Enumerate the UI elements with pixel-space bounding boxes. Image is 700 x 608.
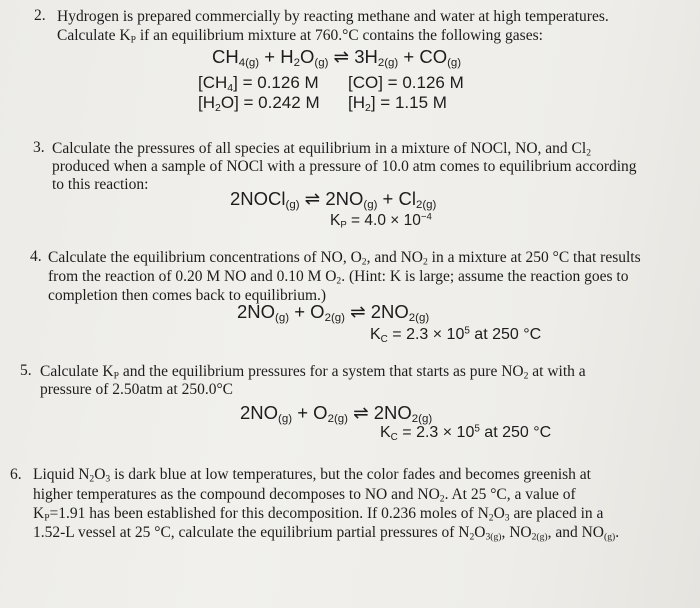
problem-text-line: completion then comes back to equilibrium.) (48, 287, 327, 304)
equilibrium-constant: $K_C = 2.3 \times 10^5$ at 250 °C (370, 325, 542, 345)
problem-number: 2. (34, 7, 46, 24)
concentration-value: $[H_2] = 1.15$ M (348, 93, 447, 114)
problem-text-line: Liquid $N_2O_3$ is dark blue at low temperatures, but the color fades and becomes greenish at (33, 466, 591, 485)
concentration-value: $[H_2O] = 0.242$ M (198, 93, 320, 114)
chemical-equation: $2NO_{(g)} + O_{2(g)}$ ⇌ $2NO_{2(g)}$ (240, 402, 433, 426)
problem-text-line: Hydrogen is prepared commercially by reacting methane and water at high temperatures. (57, 8, 609, 25)
problem-text-line: $K_P=1.91$ has been established for this decomposition. If 0.236 moles of $N_2O_3$ are placed in a (33, 505, 604, 524)
chemical-equation: 2NOCl$_{(g)}$ ⇌ $2NO_{(g)} + Cl_{2(g)}$ (230, 188, 437, 212)
equilibrium-constant: $K_P = 4.0 \times 10^{-4}$ (330, 211, 432, 231)
problem-text-line: from the reaction of 0.20 M NO and 0.10 M $O_2$. (Hint: K is large; assume the reaction goes to (48, 268, 629, 287)
chemical-equation: $2NO_{(g)} + O_{2(g)}$ ⇌ $2NO_{2(g)}$ (237, 301, 430, 325)
problem-text-line: Calculate the equilibrium concentrations of NO, $O_2$, and $NO_2$ in a mixture at 250 °C that results (48, 249, 641, 268)
problem-text-line: Calculate $K_P$ if an equilibrium mixture at 760.°C contains the following gases: (57, 27, 543, 46)
concentration-value: [CO] = 0.126 M (348, 73, 464, 92)
concentration-value: $[CH_4] = 0.126$ M (198, 73, 319, 94)
problem-number: 4. (30, 248, 42, 265)
problem-text-line: higher temperatures as the compound decomposes to NO and $NO_2$. At 25 °C, a value of (33, 486, 576, 505)
problem-number: 5. (20, 362, 32, 379)
problem-number: 3. (33, 139, 45, 156)
problem-text-line: produced when a sample of NOCl with a pressure of 10.0 atm comes to equilibrium according (52, 158, 637, 175)
problem-number: 6. (10, 466, 22, 483)
problem-text-line: to this reaction: (52, 176, 149, 193)
chemical-equation: $CH_{4(g)} + H_2O_{(g)}$ ⇌ $3H_{2(g)} + CO_{(g)}$ (212, 46, 462, 70)
problem-text-line: Calculate the pressures of all species at equilibrium in a mixture of NOCl, NO, and $Cl_2$ (52, 140, 591, 159)
equilibrium-constant: $K_C = 2.3 \times 10^5$ at 250 °C (380, 423, 552, 443)
problem-text-line: Calculate $K_P$ and the equilibrium pressures for a system that starts as pure $NO_2$ at with a (40, 363, 586, 382)
problem-text-line: 1.52-L vessel at 25 °C, calculate the equilibrium partial pressures of $N_2O_{3(g)}$, $NO_{2(g)}$, and $NO_{(g)}$. (33, 524, 620, 543)
problem-text-line: pressure of 2.50atm at 250.0°C (40, 381, 234, 398)
